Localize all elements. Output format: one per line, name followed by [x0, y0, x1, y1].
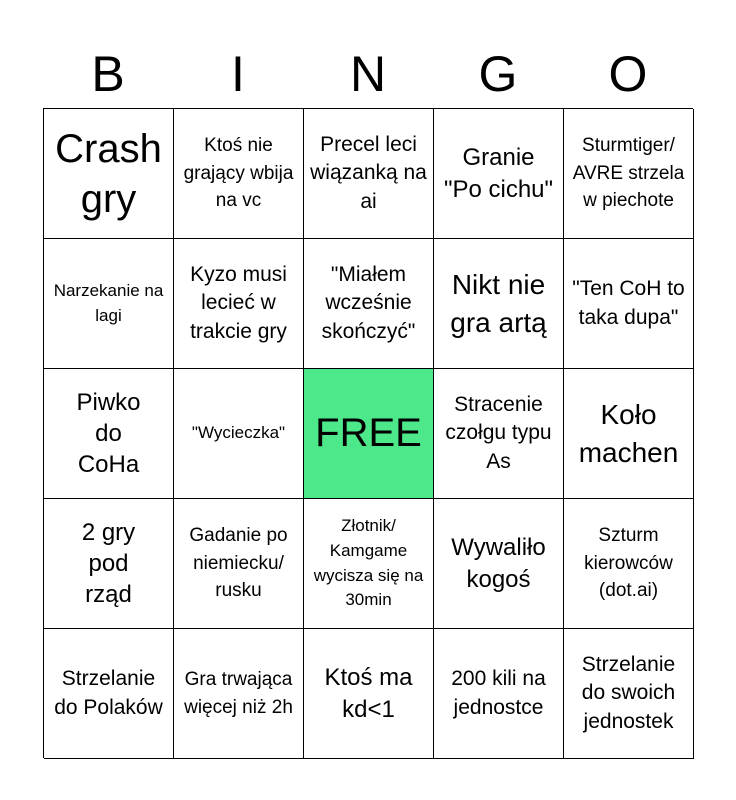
- bingo-cell[interactable]: [304, 629, 434, 759]
- cell-text: "Miałem wcześnie skończyć": [321, 262, 416, 343]
- header-letter-n: N: [349, 46, 387, 102]
- bingo-cell[interactable]: [564, 109, 694, 239]
- bingo-cell[interactable]: [44, 629, 174, 759]
- bingo-board: [43, 108, 693, 758]
- cell-text: 200 kili na jednostce: [451, 667, 546, 719]
- bingo-cell[interactable]: [304, 499, 434, 629]
- header-letter-b: B: [91, 46, 125, 102]
- bingo-cell[interactable]: [434, 239, 564, 369]
- bingo-cell[interactable]: [174, 499, 304, 629]
- free-label: FREE: [315, 411, 422, 455]
- bingo-cell[interactable]: [174, 239, 304, 369]
- bingo-cell[interactable]: [44, 369, 174, 499]
- cell-text: Sturmtiger/ AVRE strzela w piechote: [572, 135, 685, 212]
- cell-text: Strzelanie do swoich jednostek: [581, 652, 676, 733]
- bingo-cell[interactable]: [434, 109, 564, 239]
- bingo-cell[interactable]: [434, 369, 564, 499]
- cell-text: 2 gry pod rząd: [81, 518, 136, 609]
- bingo-cell[interactable]: [304, 239, 434, 369]
- bingo-cell[interactable]: [304, 109, 434, 239]
- cell-text: Szturm kierowców (dot.ai): [584, 525, 673, 602]
- bingo-cell[interactable]: [564, 369, 694, 499]
- bingo-cell[interactable]: [44, 109, 174, 239]
- cell-text: Crash gry: [55, 126, 162, 221]
- bingo-cell[interactable]: [564, 629, 694, 759]
- bingo-cell[interactable]: [434, 629, 564, 759]
- cell-text: "Ten CoH to taka dupa": [572, 277, 685, 329]
- bingo-cell[interactable]: [44, 499, 174, 629]
- cell-text: Granie "Po cichu": [443, 144, 554, 203]
- bingo-cell[interactable]: [564, 239, 694, 369]
- cell-text: Ktoś ma kd<1: [324, 664, 413, 723]
- bingo-cell[interactable]: [434, 499, 564, 629]
- bingo-cell[interactable]: [564, 499, 694, 629]
- cell-text: Wywaliło kogoś: [451, 534, 546, 593]
- cell-text: Narzekanie na lagi: [53, 280, 164, 325]
- header-letter-i: I: [231, 46, 245, 102]
- bingo-cell[interactable]: [174, 369, 304, 499]
- cell-text: Nikt nie gra artą: [450, 268, 547, 338]
- cell-text: Piwko do CoHa: [76, 388, 141, 479]
- cell-text: Ktoś nie grający wbija na vc: [183, 135, 294, 212]
- header-letter-o: O: [608, 46, 648, 102]
- free-cell[interactable]: [304, 369, 434, 499]
- bingo-cell[interactable]: [174, 629, 304, 759]
- cell-text: Strzelanie do Polaków: [54, 667, 163, 719]
- cell-text: Koło machen: [578, 398, 679, 468]
- cell-text: Precel leci wiązanką na ai: [310, 132, 427, 213]
- bingo-header: [43, 40, 693, 108]
- cell-text: Stracenie czołgu typu As: [445, 392, 552, 473]
- bingo-cell[interactable]: [44, 239, 174, 369]
- header-letter-g: G: [478, 46, 518, 102]
- bingo-cell[interactable]: [174, 109, 304, 239]
- cell-text: "Wycieczka": [191, 423, 286, 443]
- cell-text: Złotnik/ Kamgame wycisza się na 30min: [313, 516, 424, 610]
- cell-text: Kyzo musi lecieć w trakcie gry: [190, 262, 287, 343]
- cell-text: Gra trwająca więcej niż 2h: [184, 668, 293, 718]
- cell-text: Gadanie po niemiecku/ rusku: [189, 525, 288, 602]
